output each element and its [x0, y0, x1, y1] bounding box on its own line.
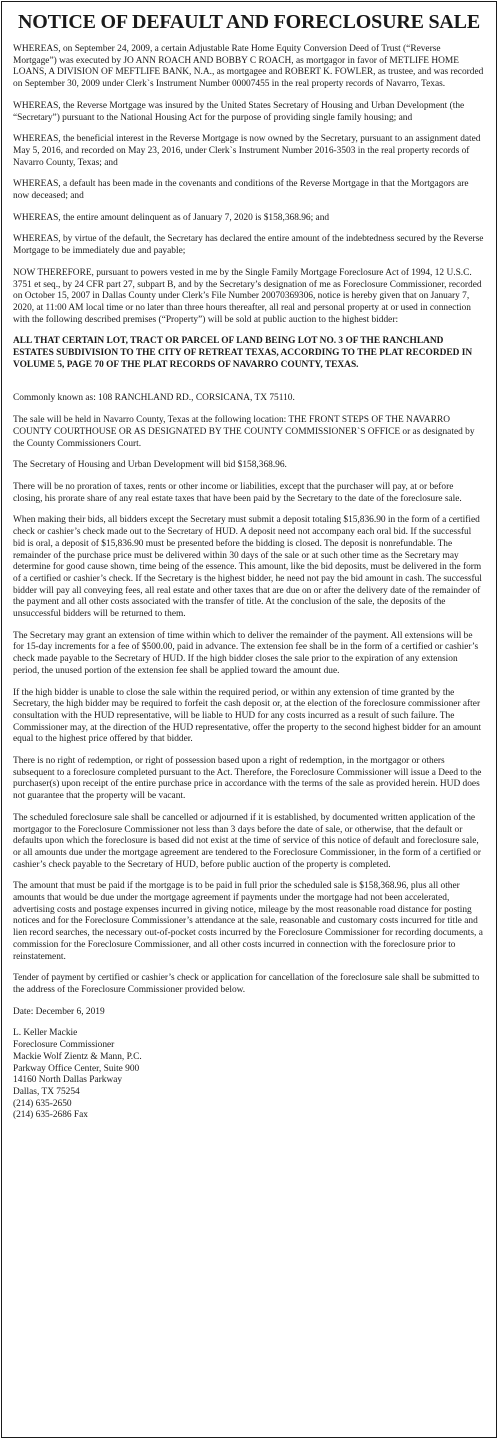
- address-line: Parkway Office Center, Suite 900: [13, 1063, 140, 1074]
- address-city: Dallas, TX 75254: [13, 1086, 80, 1097]
- notice-date: Date: December 6, 2019: [13, 1006, 105, 1017]
- paragraph: There is no right of redemption, or right of possession based upon a right of redemption, in the mortgagor or others subsequent to a foreclosure completed pursuant to the Act. Therefore, the Foreclosure Commissioner will issue a Deed to the purchaser(s) upon receipt of the entire purchase price in accordance with the terms of the sale as provided herein. HUD does not guarantee that the property will be vacant.: [13, 756, 482, 802]
- paragraph: WHEREAS, a default has been made in the covenants and conditions of the Reverse Mortgage in that the Mortgagors are now deceased; and: [13, 179, 469, 202]
- address-line: 14160 North Dallas Parkway: [13, 1075, 123, 1086]
- paragraph: The amount that must be paid if the mortgage is to be paid in full prior the scheduled sale is $158,368.96, plus all other amounts that would be due under the mortgage agreement if payments under the mortgage had not been accelerated, advertising costs and postage expenses incurred in giving notice, mileage by the most reasonable road distance for posting notices and for the Foreclosure Commissioner’s attendance at the sale, reasonable and customary costs incurred for title and lien record searches, the necessary out-of-pocket costs incurred by the Foreclosure Commissioner for recording documents, a commission for the Foreclosure Commissioner, and all other costs incurred in connection with the foreclosure prior to reinstatement.: [13, 881, 483, 962]
- signer-name: L. Keller Mackie: [13, 1028, 78, 1039]
- legal-notice: [1, 1, 497, 1438]
- paragraph: Tender of payment by certified or cashier’s check or application for cancellation of the foreclosure sale shall be submitted to the address of the Foreclosure Commissioner provided below.: [13, 973, 480, 995]
- paragraph: The Secretary of Housing and Urban Development will bid $158,368.96.: [13, 460, 287, 471]
- signer-title: Foreclosure Commissioner: [13, 1040, 115, 1051]
- paragraph: The scheduled foreclosure sale shall be cancelled or adjourned if it is established, by documented written application of the mortgagor to the Foreclosure Commissioner not less than 3 days before the date of sale, or otherwise, that the default or defaults upon which the foreclosure is based did not exist at the time of service of this notice of default and foreclosure sale, or all amounts due under the mortgage agreement are tendered to the Foreclosure Commissioner, in the form of a certified or cashier’s check payable to the Secretary of HUD, before public auction of the property is completed.: [13, 812, 481, 870]
- firm-name: Mackie Wolf Zientz & Mann, P.C.: [13, 1051, 142, 1062]
- paragraph: The sale will be held in Navarro County, Texas at the following location: THE FRONT STEPS OF THE NAVARRO COUNTY COURTHOUSE OR AS DESIGNATED BY THE COUNTY COMMISSIONER`S OFFICE or as designated by the County Commissioners Court.: [13, 415, 475, 449]
- property-address: Commonly known as: 108 RANCHLAND RD., CORSICANA, TX 75110.: [13, 393, 295, 404]
- paragraph: WHEREAS, the Reverse Mortgage was insured by the United States Secretary of Housing and Urban Development (the “Secretary”) pursuant to the National Housing Act for the purpose of providing single family housing; and: [13, 100, 465, 123]
- signature-block: [13, 1028, 485, 1122]
- paragraph: NOW THEREFORE, pursuant to powers vested in me by the Single Family Mortgage Foreclosure Act of 1994, 12 U.S.C. 3751 et seq., by 24 CFR part 27, subpart B, and by the Secretary’s designation of me as Foreclosure Commissioner, recorded on October 15, 2007 in Dallas County under Clerk’s File Number 20070369306, notice is hereby given that on January 7, 2020, at 11:00 AM local time or no later than three hours thereafter, all real and personal property at or used in connection with the following described premises (“Property”) will be sold at public auction to the highest bidder:: [13, 267, 482, 325]
- notice-title: NOTICE OF DEFAULT AND FORECLOSURE SALE: [18, 11, 480, 33]
- paragraph: WHEREAS, the beneficial interest in the Reverse Mortgage is now owned by the Secretary, pursuant to an assignment dated May 5, 2016, and recorded on May 23, 2016, under Clerk`s Instrument Number 2016-3503 in the real property records of Navarro County, Texas; and: [13, 134, 481, 168]
- phone-number: (214) 635-2650: [13, 1098, 72, 1109]
- paragraph: If the high bidder is unable to close the sale within the required period, or within any extension of time granted by the Secretary, the high bidder may be required to forfeit the cash deposit or, at the election of the foreclosure commissioner after consultation with the HUD representative, will be liable to HUD for any costs incurred as a result of such failure. The Commissioner may, at the direction of the HUD representative, offer the property to the second highest bidder for an amount equal to the highest price offered by that bidder.: [13, 687, 482, 745]
- legal-description: ALL THAT CERTAIN LOT, TRACT OR PARCEL OF LAND BEING LOT NO. 3 OF THE RANCHLAND ESTATES SUBDIVISION TO THE CITY OF RETREAT TEXAS, ACCORDING TO THE PLAT RECORDED IN VOLUME 5, PAGE 70 OF THE PLAT RECORDS OF NAVARRO COUNTY, TEXAS.: [13, 336, 473, 370]
- paragraph: WHEREAS, by virtue of the default, the Secretary has declared the entire amount of the indebtedness secured by the Reverse Mortgage to be immediately due and payable;: [13, 234, 484, 257]
- paragraph: There will be no proration of taxes, rents or other income or liabilities, except that the purchaser will pay, at or before closing, his prorate share of any real estate taxes that have been paid by the Secretary to the date of the foreclosure sale.: [13, 481, 462, 504]
- paragraph: WHEREAS, on September 24, 2009, a certain Adjustable Rate Home Equity Conversion Deed of Trust (“Reverse Mortgage”) was executed by JO ANN ROACH AND BOBBY C ROACH, as mortgagor in favor of METLIFE HOME LOANS, A DIVISION OF MEFTLIFE BANK, N.A., as mortgagee and ROBERT K. FOWLER, as trustee, and was recorded on September 30, 2009 under Clerk`s Instrument Number 00007455 in the real property records of Navarro, Texas.: [13, 44, 484, 90]
- fax-number: (214) 635-2686 Fax: [13, 1110, 88, 1121]
- paragraph: WHEREAS, the entire amount delinquent as of January 7, 2020 is $158,368.96; and: [13, 212, 330, 223]
- paragraph: When making their bids, all bidders except the Secretary must submit a deposit totaling $15,836.90 in the form of a certified check or cashier’s check made out to the Secretary of HUD. A deposit need not accompany each oral bid. If the successful bid is oral, a deposit of $15,836.90 must be presented before the bidding is closed. The deposit is nonrefundable. The remainder of the purchase price must be delivered within 30 days of the sale or at such other time as the Secretary may determine for good cause shown, time being of the essence. This amount, like the bid deposits, must be delivered in the form of a certified or cashier’s check. If the Secretary is the highest bidder, he need not pay the bid amount in cash. The successful bidder will pay all conveying fees, all real estate and other taxes that are due on or after the delivery date of the remainder of the payment and all other costs associated with the transfer of title. At the conclusion of the sale, the deposits of the unsuccessful bidders will be returned to them.: [13, 515, 482, 620]
- paragraph: The Secretary may grant an extension of time within which to deliver the remainder of the payment. All extensions will be for 15-day increments for a fee of $500.00, paid in advance. The extension fee shall be in the form of a certified or cashier’s check made payable to the Secretary of HUD. If the high bidder closes the sale prior to the expiration of any extension period, the unused portion of the extension fee shall be applied toward the amount due.: [13, 630, 479, 676]
